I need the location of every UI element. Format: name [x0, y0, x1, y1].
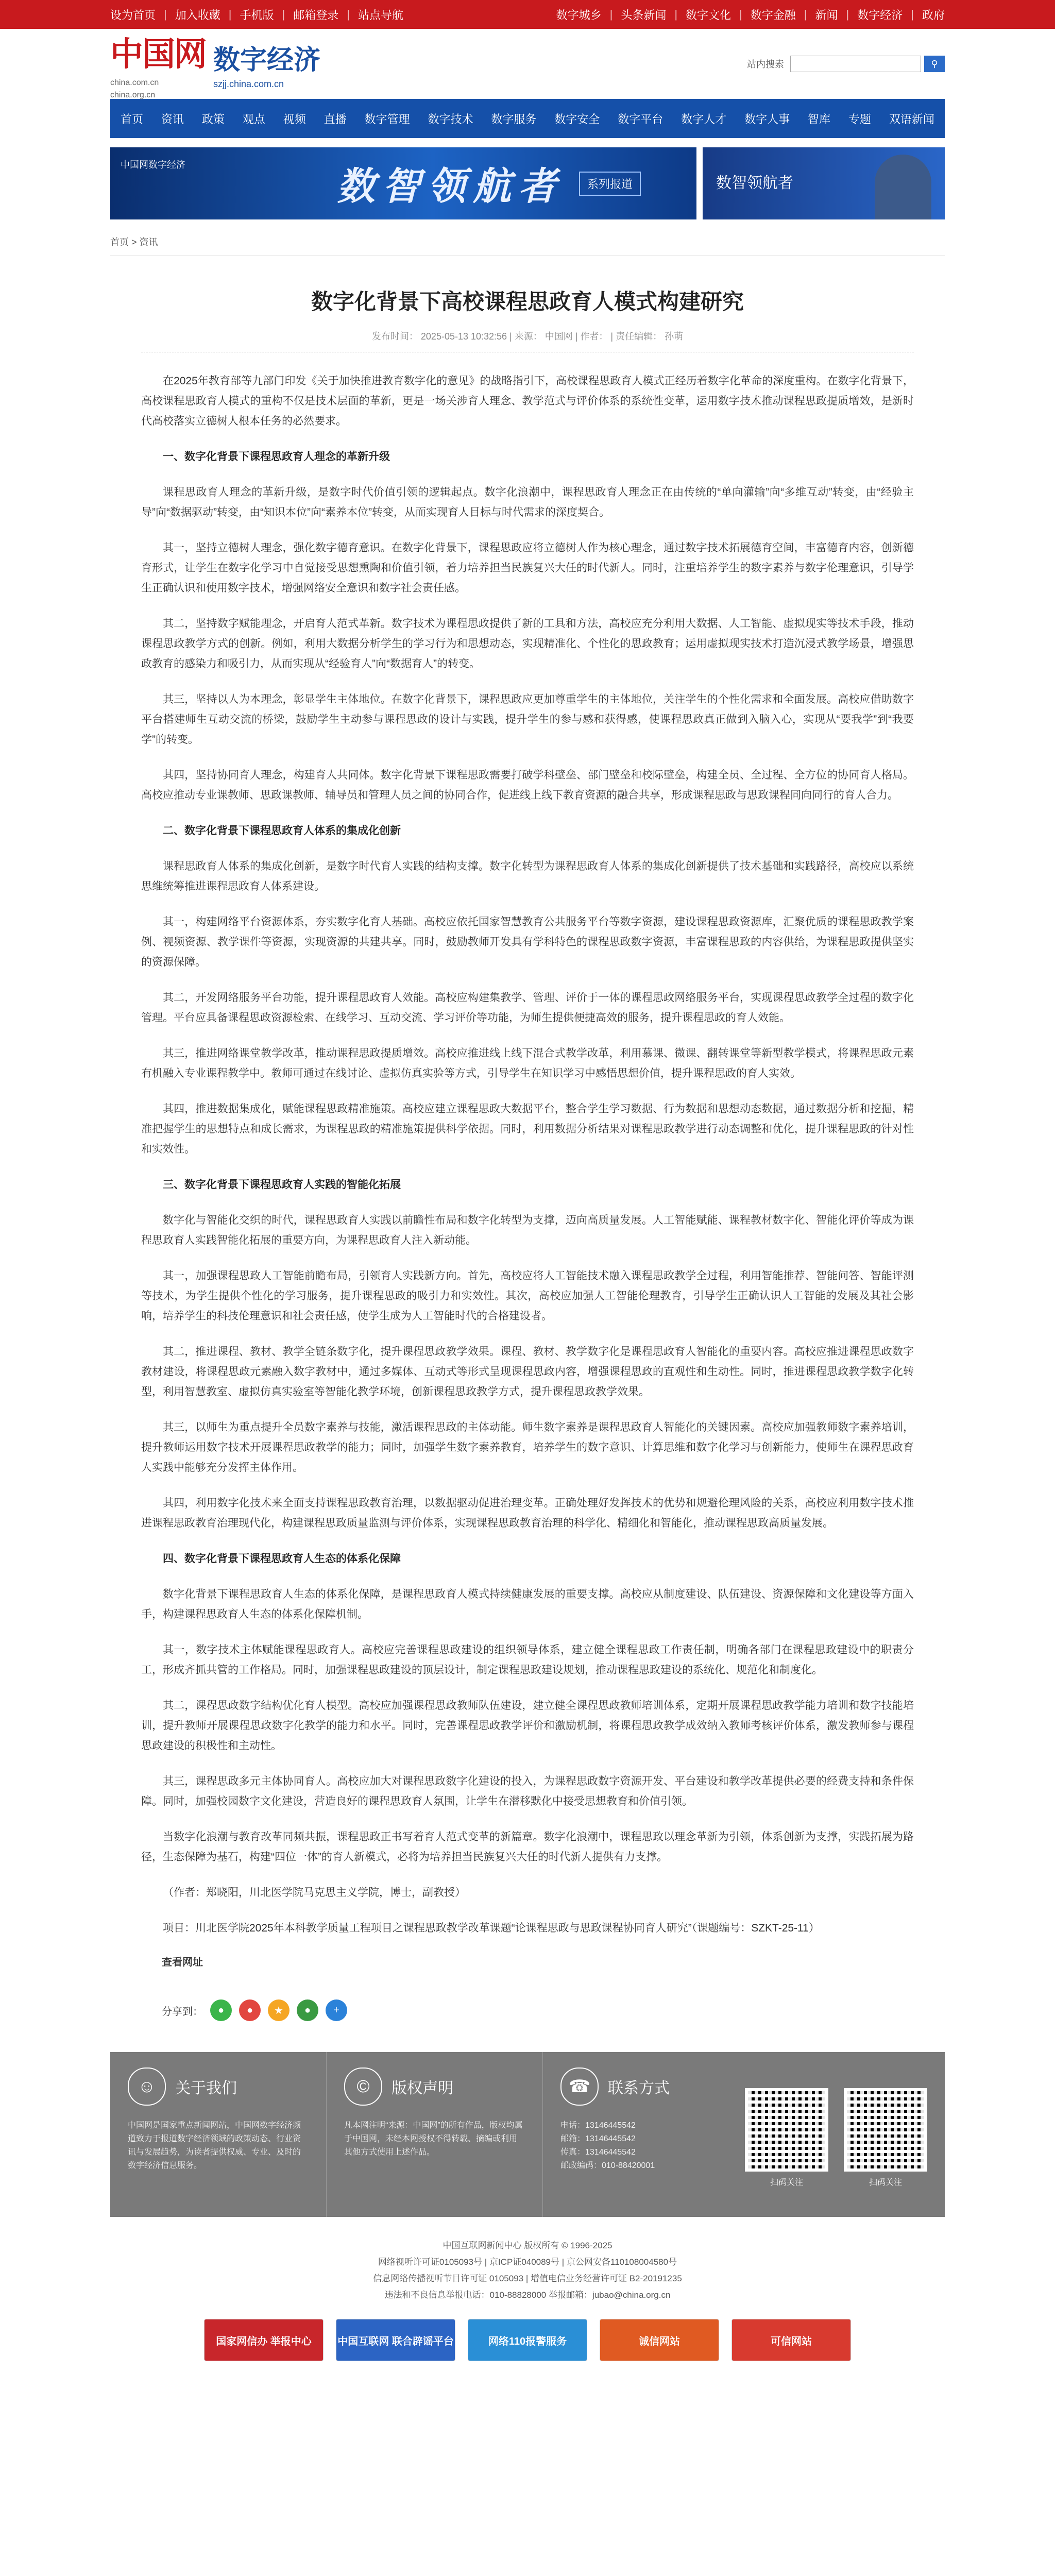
- article-paragraph: 其一，数字技术主体赋能课程思政育人。高校应完善课程思政建设的组织领导体系，建立健全课程思政工作责任制，明确各部门在课程思政建设中的职责分工，形成齐抓共管的工作格局。同时，加强课程思政建设的顶层设计，制定课程思政建设规划，推动课程思政建设的系统化、规范化和制度化。: [141, 1644, 914, 1676]
- banner-main[interactable]: [110, 147, 696, 219]
- douban-icon[interactable]: ●: [297, 1999, 318, 2021]
- footer-about-text: 中国网是国家重点新闻网站，中国网数字经济频道致力于报道数字经济领域的政策动态、行业资讯与发展趋势，为读者提供权威、专业、及时的数字经济信息服务。: [128, 2121, 301, 2170]
- copyright-icon: ©: [344, 2067, 382, 2106]
- qr-code-icon: [844, 2088, 927, 2172]
- footer-info: [110, 2052, 945, 2217]
- nav-item[interactable]: 资讯: [161, 112, 184, 126]
- search-label: 站内搜索: [747, 59, 784, 70]
- article-paragraph: 其四，推进数据集成化，赋能课程思政精准施策。高校应建立课程思政大数据平台，整合学生学习数据、行为数据和思想动态数据，通过数据分析和挖掘，精准把握学生的思想特点和成长需求，为课程思政的精准施策提供科学依据。同时，利用数据分析结果对课程思政教学进行动态调整和优化，提升课程思政的针对性和实效性。: [141, 1103, 914, 1155]
- section-heading: 二、数字化背景下课程思政育人体系的集成化创新: [163, 825, 401, 837]
- section-heading: 三、数字化背景下课程思政育人实践的智能化拓展: [163, 1179, 401, 1191]
- banner-logo: 中国网数字经济: [121, 160, 185, 170]
- nav-item[interactable]: 直播: [324, 112, 347, 126]
- wechat-icon[interactable]: ●: [210, 1999, 232, 2021]
- contact-line: 传真：13146445542: [560, 2148, 636, 2157]
- article-paragraph: 其二，推进课程、教材、教学全链条数字化，提升课程思政教学效果。课程、教材、教学数字化是课程思政育人智能化的重要内容。高校应推进课程思政数字教材建设，将课程思政元素融入数字教材中，通过多媒体、互动式等形式呈现课程思政内容，增强课程思政的直观性和生动性。同时，推进课程思政教学数字化转型，利用智慧教室、虚拟仿真实验室等智能化教学环境，创新课程思政教学方式，提升课程思政教学效果。: [141, 1346, 914, 1398]
- banner-tag: 系列报道: [579, 172, 641, 196]
- qr-caption-1: 扫码关注: [770, 2178, 803, 2187]
- share-label: 分享到：: [162, 2006, 203, 2018]
- footer-contact: [543, 2052, 945, 2217]
- footer-icp: [110, 2238, 945, 2303]
- top-bar-link[interactable]: 加入收藏: [175, 8, 220, 22]
- nav-item[interactable]: 数字服务: [491, 112, 537, 126]
- nav-item[interactable]: 数字人才: [681, 112, 727, 126]
- article-body: [141, 371, 914, 1938]
- top-bar-link[interactable]: 邮箱登录: [293, 8, 339, 22]
- qzone-icon[interactable]: ★: [268, 1999, 290, 2021]
- article-paragraph: 当数字化浪潮与教育改革同频共振，课程思政正书写着育人范式变革的新篇章。数字化浪潮中，课程思政以理念革新为引领，体系创新为支撑，实践拓展为路径，生态保障为基石，构建“四位一体”的育人新模式，必将为培养担当民族复兴大任的时代新人提供有力支撑。: [141, 1831, 914, 1863]
- top-bar-link[interactable]: 设为首页: [110, 8, 156, 22]
- top-bar-separator: |: [911, 8, 914, 21]
- section-heading: 一、数字化背景下课程思政育人理念的革新升级: [163, 451, 390, 463]
- main-nav: [110, 99, 945, 138]
- nav-item[interactable]: 观点: [242, 112, 265, 126]
- footer-badge[interactable]: 网络110报警服务: [468, 2319, 587, 2361]
- logo-china: 中国网: [110, 35, 206, 74]
- article-paragraph: 其四，坚持协同育人理念，构建育人共同体。数字化背景下课程思政需要打破学科壁垒、部门壁垒和校际壁垒，构建全员、全过程、全方位的协同育人格局。高校应推动专业课教师、思政课教师、辅导员和管理人员之间的协同合作，促进线上线下教育资源的融合共享，形成课程思政与思政课程同向同行的育人合力。: [141, 769, 914, 801]
- article-paragraph: 其三，坚持以人为本理念，彰显学生主体地位。在数字化背景下，课程思政应更加尊重学生的主体地位，关注学生的个性化需求和全面发展。高校应借助数字平台搭建师生互动交流的桥梁，鼓励学生主动参与课程思政的设计与实践，提升学生的参与感和获得感，使课程思政真正做到入脑入心，实现从“要我学”到“我要学”的转变。: [141, 693, 914, 745]
- banner: [110, 147, 945, 219]
- icp-line: 信息网络传播视听节目许可证 0105093 | 增值电信业务经营许可证 B2-20191235: [373, 2274, 682, 2283]
- article-paragraph: 其四，利用数字化技术来全面支持课程思政教育治理，以数据驱动促进治理变革。正确处理好发挥技术的优势和规避伦理风险的关系，高校应利用数字技术推进课程思政教育治理现代化，构建课程思政质量监测与评价体系，实现课程思政教育治理的科学化、精细化和智能化，推动课程思政高质量发展。: [141, 1497, 914, 1529]
- more-icon[interactable]: +: [326, 1999, 347, 2021]
- footer-about: [110, 2052, 327, 2217]
- banner-side-text: 数智领航者: [716, 175, 793, 192]
- article-paragraph: 课程思政育人体系的集成化创新，是数字时代育人实践的结构支撑。数字化转型为课程思政育人体系的集成化创新提供了技术基础和实践路径，高校应以系统思维统筹推进课程思政育人体系建设。: [141, 860, 914, 892]
- top-bar-right-links: [556, 7, 945, 23]
- weibo-icon[interactable]: ●: [239, 1999, 261, 2021]
- article: [141, 285, 914, 2021]
- article-meta: 发布时间： 2025-05-13 10:32:56 | 来源： 中国网 | 作者： | 责任编辑： 孙萌: [141, 329, 914, 352]
- banner-title: 数智领航者: [337, 164, 564, 209]
- site-search: [747, 56, 945, 72]
- logo-domain-2: china.org.cn: [110, 91, 156, 99]
- article-paragraph: 课程思政育人理念的革新升级，是数字时代价值引领的逻辑起点。数字化浪潮中，课程思政育人理念正在由传统的“单向灌输”向“多维互动”转变，由“经验主导”向“数据驱动”转变，由“知识本位”向“素养本位”转变，从而实现育人目标与时代需求的深度契合。: [141, 486, 914, 518]
- article-paragraph: 其二，课程思政数字结构优化育人模型。高校应加强课程思政教师队伍建设，建立健全课程思政教师培训体系，定期开展课程思政教学能力培训和数字技能培训，提升教师开展课程思政数字化教学的能力和水平。同时，完善课程思政教学评价和激励机制，将课程思政教学成效纳入教师考核评价体系，激发教师参与课程思政建设的积极性和主动性。: [141, 1700, 914, 1752]
- channel-brand: 数字经济: [213, 44, 321, 76]
- contact-line: 邮箱：13146445542: [560, 2134, 636, 2143]
- top-bar-link[interactable]: 站点导航: [358, 8, 403, 22]
- nav-item[interactable]: 首页: [121, 112, 144, 126]
- nav-item[interactable]: 数字技术: [428, 112, 473, 126]
- contact-line: 邮政编码：010-88420001: [560, 2161, 655, 2170]
- article-paragraph: 其一，坚持立德树人理念，强化数字德育意识。在数字化背景下，课程思政应将立德树人作为核心理念，通过数字技术拓展德育空间，丰富德育内容，创新德育形式，让学生在数字化学习中自觉接受思想熏陶和价值引领，着力培养担当民族复兴大任的时代新人。同时，注重培养学生的数字素养与数字伦理意识，引导学生正确认识和使用数字技术，增强网络安全意识和数字社会责任感。: [141, 542, 914, 594]
- channel-url: szjj.china.com.cn: [213, 79, 284, 89]
- top-bar-link[interactable]: 数字经济: [857, 8, 903, 22]
- icp-line: 中国互联网新闻中心 版权所有 © 1996-2025: [443, 2241, 612, 2250]
- top-bar-separator: |: [739, 8, 742, 21]
- nav-item[interactable]: 智库: [807, 112, 830, 126]
- article-paragraph: 项目：川北医学院2025年本科教学质量工程项目之课程思政教学改革课题“论课程思政与思政课程协同育人研究”（课题编号：SZKT-25-11）: [163, 1922, 820, 1934]
- footer-contact-title: 联系方式: [608, 2080, 670, 2097]
- nav-item[interactable]: 数字安全: [554, 112, 600, 126]
- top-bar-separator: |: [282, 8, 285, 21]
- footer-badge[interactable]: 中国互联网 联合辟谣平台: [336, 2319, 455, 2361]
- search-input[interactable]: [790, 56, 921, 72]
- top-bar: [0, 0, 1055, 29]
- footer-about-title: 关于我们: [175, 2080, 237, 2097]
- search-button[interactable]: [924, 56, 945, 72]
- phone-icon: ☎: [560, 2067, 599, 2106]
- footer-badge[interactable]: 可信网站: [731, 2319, 851, 2361]
- user-icon: ☺: [128, 2067, 166, 2106]
- top-bar-separator: |: [228, 8, 232, 21]
- nav-item[interactable]: 数字人事: [744, 112, 790, 126]
- nav-item[interactable]: 数字平台: [618, 112, 663, 126]
- logo-domain-1: china.com.cn: [110, 78, 159, 87]
- top-bar-link[interactable]: 头条新闻: [621, 8, 667, 22]
- top-bar-link[interactable]: 数字文化: [686, 8, 731, 22]
- article-paragraph: 数字化背景下课程思政育人生态的体系化保障，是课程思政育人模式持续健康发展的重要支撑。高校应从制度建设、队伍建设、资源保障和文化建设等方面入手，构建课程思政育人生态的体系化保障机制。: [141, 1588, 914, 1620]
- article-title: 数字化背景下高校课程思政育人模式构建研究: [311, 290, 744, 314]
- top-bar-link[interactable]: 数字城乡: [556, 8, 602, 22]
- top-bar-link[interactable]: 数字金融: [750, 8, 796, 22]
- top-bar-separator: |: [804, 8, 807, 21]
- qr-caption-2: 扫码关注: [869, 2178, 902, 2187]
- footer-badge[interactable]: 国家网信办 举报中心: [204, 2319, 324, 2361]
- top-bar-separator: |: [609, 8, 613, 21]
- top-bar-separator: |: [674, 8, 678, 21]
- top-bar-link[interactable]: 新闻: [815, 8, 838, 22]
- section-heading: 四、数字化背景下课程思政育人生态的体系化保障: [163, 1553, 401, 1565]
- banner-person-image: [875, 155, 931, 219]
- article-paragraph: 其三，以师生为重点提升全员数字素养与技能，激活课程思政的主体动能。师生数字素养是课程思政育人智能化的关键因素。高校应加强教师数字素养培训，提升教师运用数字技术开展课程思政教学的能力；同时，加强学生数字素养教育，培养学生的数字意识、计算思维和数字化学习与创新能力，使师生在课程思政育人实践中能够充分发挥主体作用。: [141, 1421, 914, 1473]
- site-logo[interactable]: [110, 28, 320, 100]
- footer-copyright-title: 版权声明: [392, 2080, 453, 2097]
- site-header: [110, 29, 945, 99]
- share-bar: [162, 1999, 914, 2021]
- article-paragraph: 其二，开发网络服务平台功能，提升课程思政育人效能。高校应构建集教学、管理、评价于一体的课程思政网络服务平台，实现课程思政教学全过程的数字化管理。平台应具备课程思政资源检索、在线学习、互动交流、学习评价等功能，为师生提供便捷高效的服务，提升课程思政的育人效能。: [141, 992, 914, 1024]
- search-icon: ⚲: [931, 58, 938, 69]
- footer-contact-lines: [560, 2119, 729, 2173]
- banner-side[interactable]: [703, 147, 945, 219]
- top-bar-separator: |: [846, 8, 849, 21]
- article-paragraph: 数字化与智能化交织的时代，课程思政育人实践以前瞻性布局和数字化转型为支撑，迈向高质量发展。人工智能赋能、课程教材数字化、智能化评价等成为课程思政育人实践智能化拓展的重要方向，为课程思政育人注入新动能。: [141, 1214, 914, 1246]
- nav-item[interactable]: 双语新闻: [889, 112, 934, 126]
- top-bar-separator: |: [347, 8, 350, 21]
- article-paragraph: 其三，推进网络课堂教学改革，推动课程思政提质增效。高校应推进线上线下混合式教学改革，利用慕课、微课、翻转课堂等新型教学模式，将课程思政元素有机融入专业课程教学中。教师可通过在线讨论、虚拟仿真实验等方式，引导学生在知识学习中感悟思想价值，提升课程思政的育人实效。: [141, 1047, 914, 1079]
- footer-badges: [110, 2319, 945, 2361]
- article-paragraph: 在2025年教育部等九部门印发《关于加快推进教育数字化的意见》的战略指引下，高校课程思政育人模式正经历着数字化革命的深度重构。在数字化背景下，高校课程思政育人模式的重构不仅是技术层面的革新，更是一场关涉育人理念、教学范式与评价体系的系统性变革，运用数字技术推动课程思政提质增效，是新时代高校落实立德树人根本任务的必然要求。: [141, 375, 914, 427]
- breadcrumb[interactable]: 首页 > 资讯: [110, 235, 945, 256]
- view-source-link[interactable]: 查看网址: [162, 1957, 203, 1968]
- article-paragraph: 其二，坚持数字赋能理念，开启育人范式革新。数字技术为课程思政提供了新的工具和方法，高校应充分利用大数据、人工智能、虚拟现实等技术手段，推动课程思政教学方式的创新。例如，利用大数据分析学生的学习行为和思想动态，实现精准化、个性化的思政教育；运用虚拟现实技术打造沉浸式教学场景，增强思政教育的感染力和吸引力，从而实现从“经验育人”向“数据育人”的转变。: [141, 618, 914, 670]
- footer-copyright: [327, 2052, 543, 2217]
- article-paragraph: 其一，构建网络平台资源体系，夯实数字化育人基础。高校应依托国家智慧教育公共服务平台等数字资源，建设课程思政资源库，汇聚优质的课程思政教学案例、视频资源、教学课件等资源，实现资源的共建共享。同时，鼓励教师开发具有学科特色的课程思政数字资源，丰富课程思政的内容供给，为课程思政提供坚实的资源保障。: [141, 916, 914, 968]
- icp-line: 网络视听许可证0105093号 | 京ICP证040089号 | 京公网安备110108004580号: [378, 2257, 677, 2267]
- top-bar-separator: |: [164, 8, 167, 21]
- top-bar-link[interactable]: 手机版: [240, 8, 274, 22]
- top-bar-link[interactable]: 政府: [922, 8, 945, 22]
- contact-line: 电话：13146445542: [560, 2121, 636, 2130]
- nav-item[interactable]: 数字管理: [364, 112, 410, 126]
- nav-item[interactable]: 视频: [283, 112, 306, 126]
- footer-badge[interactable]: 诚信网站: [600, 2319, 719, 2361]
- article-paragraph: 其一，加强课程思政人工智能前瞻布局，引领育人实践新方向。首先，高校应将人工智能技术融入课程思政教学全过程，利用智能推荐、智能问答、智能评测等技术，为学生提供个性化的学习服务，提升课程思政的吸引力和实效性。其次，高校应加强人工智能伦理教育，引导学生正确认识人工智能的发展及其社会影响，培养学生的科技伦理意识和社会责任感，使学生成为人工智能时代的合格建设者。: [141, 1270, 914, 1322]
- icp-line: 违法和不良信息举报电话：010-88828000 举报邮箱：jubao@china.org.cn: [384, 2290, 671, 2300]
- qr-code-icon: [745, 2088, 828, 2172]
- article-paragraph: 其三，课程思政多元主体协同育人。高校应加大对课程思政数字化建设的投入，为课程思政数字资源开发、平台建设和教学改革提供必要的经费支持和条件保障。同时，加强校园数字文化建设，营造良好的课程思政育人氛围，让学生在潜移默化中接受思想教育和价值引领。: [141, 1775, 914, 1807]
- nav-item[interactable]: 专题: [848, 112, 871, 126]
- nav-item[interactable]: 政策: [201, 112, 225, 126]
- top-bar-left-links: [110, 7, 403, 23]
- footer-copyright-text: 凡本网注明“来源：中国网”的所有作品，版权均属于中国网，未经本网授权不得转载、摘编或利用其他方式使用上述作品。: [344, 2121, 523, 2157]
- article-paragraph: （作者：郑晓阳，川北医学院马克思主义学院，博士，副教授）: [163, 1887, 466, 1899]
